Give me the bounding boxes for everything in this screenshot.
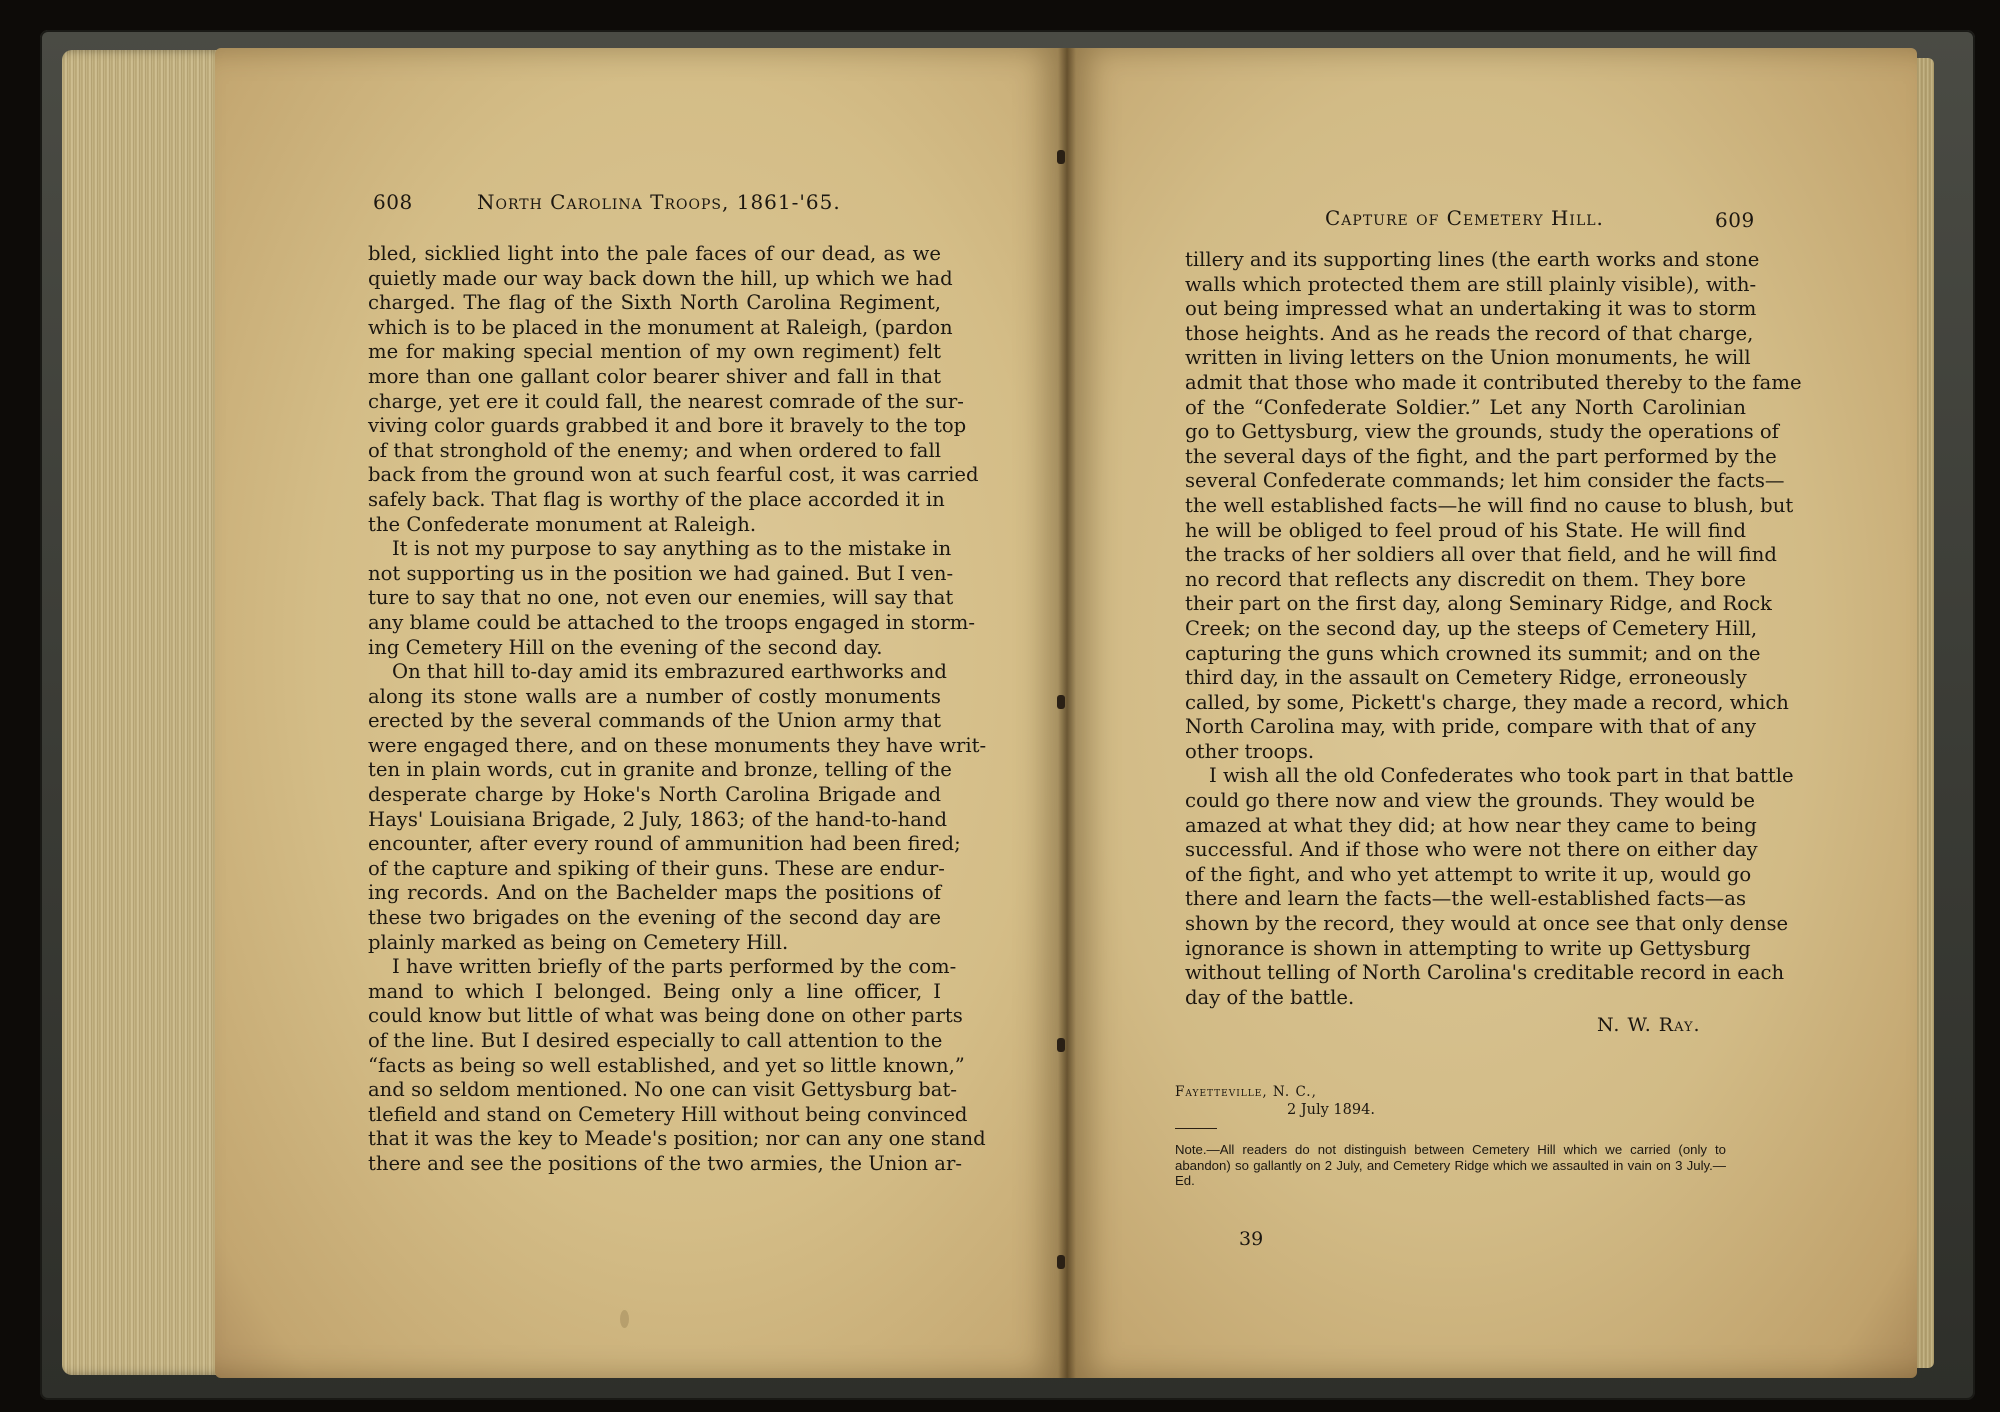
left-body-text — [368, 242, 987, 1177]
text-line: charge, yet ere it could fall, the nearest comrade of the sur- — [368, 389, 964, 413]
text-line: could go there now and view the grounds. They would be — [1185, 789, 1755, 813]
right-page — [1067, 48, 1917, 1378]
text-line: he will be obliged to feel proud of his State. He will find — [1185, 518, 1746, 542]
text-line: the several days of the fight, and the part performed by the — [1185, 444, 1777, 468]
text-line: erected by the several commands of the Union army that — [368, 709, 941, 733]
text-line: amazed at what they did; at how near they came to being — [1185, 813, 1757, 837]
text-line: of the fight, and who yet attempt to write it up, would go — [1185, 862, 1752, 886]
text-line: without telling of North Carolina's creditable record in each — [1185, 961, 1785, 985]
text-line: charged. The flag of the Sixth North Carolina Regiment, — [368, 291, 941, 315]
text-line: other troops. — [1185, 739, 1315, 763]
text-line: not supporting us in the position we had gained. But I ven- — [368, 561, 954, 585]
text-line: out being impressed what an undertaking it was to storm — [1185, 297, 1757, 321]
text-line: quietly made our way back down the hill, up which we had — [368, 266, 953, 290]
dateline-place: Fayetteville, N. C., — [1175, 1084, 1317, 1100]
text-line: written in living letters on the Union monuments, he will — [1185, 346, 1751, 370]
text-line: of the line. But I desired especially to call attention to the — [368, 1029, 943, 1052]
signature-mark: 39 — [1239, 1228, 1264, 1250]
text-line: bled, sicklied light into the pale faces of our dead, as we — [368, 242, 941, 265]
book-gutter — [1058, 48, 1076, 1378]
text-line: ing Cemetery Hill on the evening of the second day. — [368, 635, 883, 659]
text-line: the well established facts—he will find no cause to blush, but — [1185, 493, 1794, 517]
text-line: encounter, after every round of ammunition had been fired; — [368, 832, 961, 856]
binding-stitch — [1057, 695, 1065, 709]
page-stack-left — [62, 50, 232, 1375]
binding-stitch — [1057, 1038, 1065, 1052]
text-line: called, by some, Pickett's charge, they made a record, which — [1185, 690, 1789, 714]
footnote-rule — [1175, 1128, 1217, 1129]
text-line: North Carolina may, with pride, compare with that of any — [1185, 715, 1757, 739]
text-line: go to Gettysburg, view the grounds, study the operations of — [1185, 420, 1779, 444]
ink-smudge — [620, 1310, 629, 1328]
text-line: tillery and its supporting lines (the earth works and stone — [1185, 248, 1760, 271]
text-line: Hays' Louisiana Brigade, 2 July, 1863; of the hand-to-hand — [368, 807, 948, 831]
text-line: successful. And if those who were not there on either day — [1185, 838, 1758, 862]
left-page — [215, 48, 1067, 1378]
right-body-text — [1185, 248, 1802, 1010]
text-line: there and see the positions of the two armies, the Union ar- — [368, 1151, 962, 1175]
text-line: viving color guards grabbed it and bore it bravely to the top — [368, 414, 967, 438]
text-line: desperate charge by Hoke's North Carolina Brigade and — [368, 783, 941, 807]
text-line: walls which protected them are still plainly visible), with- — [1185, 272, 1757, 296]
text-line: that it was the key to Meade's position; nor can any one stand — [368, 1127, 986, 1151]
text-line: along its stone walls are a number of costly monuments — [368, 684, 941, 708]
right-page-number: 609 — [1715, 208, 1755, 232]
text-line: of the “Confederate Soldier.” Let any North Carolinian — [1185, 395, 1746, 419]
text-line: It is not my purpose to say anything as to the mistake in — [392, 537, 952, 561]
text-line: me for making special mention of my own regiment) felt — [368, 340, 941, 364]
text-line: third day, in the assault on Cemetery Ridge, erroneously — [1185, 666, 1747, 690]
text-line: “facts as being so well established, and yet so little known,” — [368, 1053, 965, 1077]
text-line: I wish all the old Confederates who took part in that battle — [1209, 764, 1794, 788]
dateline-date: 2 July 1894. — [1287, 1102, 1375, 1118]
text-line: were engaged there, and on these monuments they have writ- — [368, 733, 987, 757]
text-line: mand to which I belonged. Being only a line officer, I — [368, 979, 941, 1003]
text-line: back from the ground won at such fearful cost, it was carried — [368, 463, 979, 487]
text-line: I have written briefly of the parts performed by the com- — [392, 955, 957, 979]
right-running-title: Capture of Cemetery Hill. — [1325, 206, 1604, 230]
text-line: of that stronghold of the enemy; and when ordered to fall — [368, 438, 941, 462]
editor-note: Note.—All readers do not distinguish between Cemetery Hill which we carried (only to abandon) so gallantly on 2 July, and Cemetery Ridge which we assaulted in vain on 3 July.—Ed. — [1175, 1142, 1726, 1188]
text-line: those heights. And as he reads the record of that charge, — [1185, 321, 1754, 345]
text-line: their part on the first day, along Seminary Ridge, and Rock — [1185, 592, 1772, 616]
text-line: could know but little of what was being done on other parts — [368, 1004, 963, 1028]
text-line: and so seldom mentioned. No one can visit Gettysburg bat- — [368, 1078, 957, 1102]
text-line: ture to say that no one, not even our enemies, will say that — [368, 586, 954, 610]
left-running-title: North Carolina Troops, 1861-'65. — [477, 190, 841, 214]
text-line: of the capture and spiking of their guns. These are endur- — [368, 856, 945, 880]
text-line: these two brigades on the evening of the second day are — [368, 906, 941, 930]
binding-stitch — [1057, 150, 1065, 164]
text-line: plainly marked as being on Cemetery Hill. — [368, 930, 789, 954]
text-line: no record that reflects any discredit on them. They bore — [1185, 567, 1746, 591]
text-line: On that hill to-day amid its embrazured earthworks and — [392, 660, 947, 684]
text-line: the tracks of her soldiers all over that field, and he will find — [1185, 543, 1777, 567]
text-line: ignorance is shown in attempting to write up Gettysburg — [1185, 936, 1751, 960]
text-line: the Confederate monument at Raleigh. — [368, 512, 757, 536]
text-line: any blame could be attached to the troops engaged in storm- — [368, 610, 975, 634]
text-line: admit that those who made it contributed thereby to the fame — [1185, 370, 1802, 394]
text-line: ing records. And on the Bachelder maps the positions of — [368, 881, 941, 905]
author-signature: N. W. Ray. — [1597, 1014, 1701, 1036]
binding-stitch — [1057, 1255, 1065, 1269]
text-line: there and learn the facts—the well-established facts—as — [1185, 887, 1746, 911]
text-line: shown by the record, they would at once see that only dense — [1185, 912, 1789, 936]
text-line: ten in plain words, cut in granite and bronze, telling of the — [368, 758, 952, 782]
text-line: Creek; on the second day, up the steeps of Cemetery Hill, — [1185, 616, 1758, 640]
text-line: day of the battle. — [1185, 985, 1355, 1009]
text-line: tlefield and stand on Cemetery Hill without being convinced — [368, 1102, 968, 1126]
text-line: safely back. That flag is worthy of the place accorded it in — [368, 487, 945, 511]
text-line: which is to be placed in the monument at Raleigh, (pardon — [368, 315, 953, 339]
text-line: more than one gallant color bearer shiver and fall in that — [368, 364, 941, 388]
text-line: several Confederate commands; let him consider the facts— — [1185, 469, 1785, 493]
text-line: capturing the guns which crowned its summit; and on the — [1185, 641, 1761, 665]
left-page-number: 608 — [373, 190, 413, 214]
